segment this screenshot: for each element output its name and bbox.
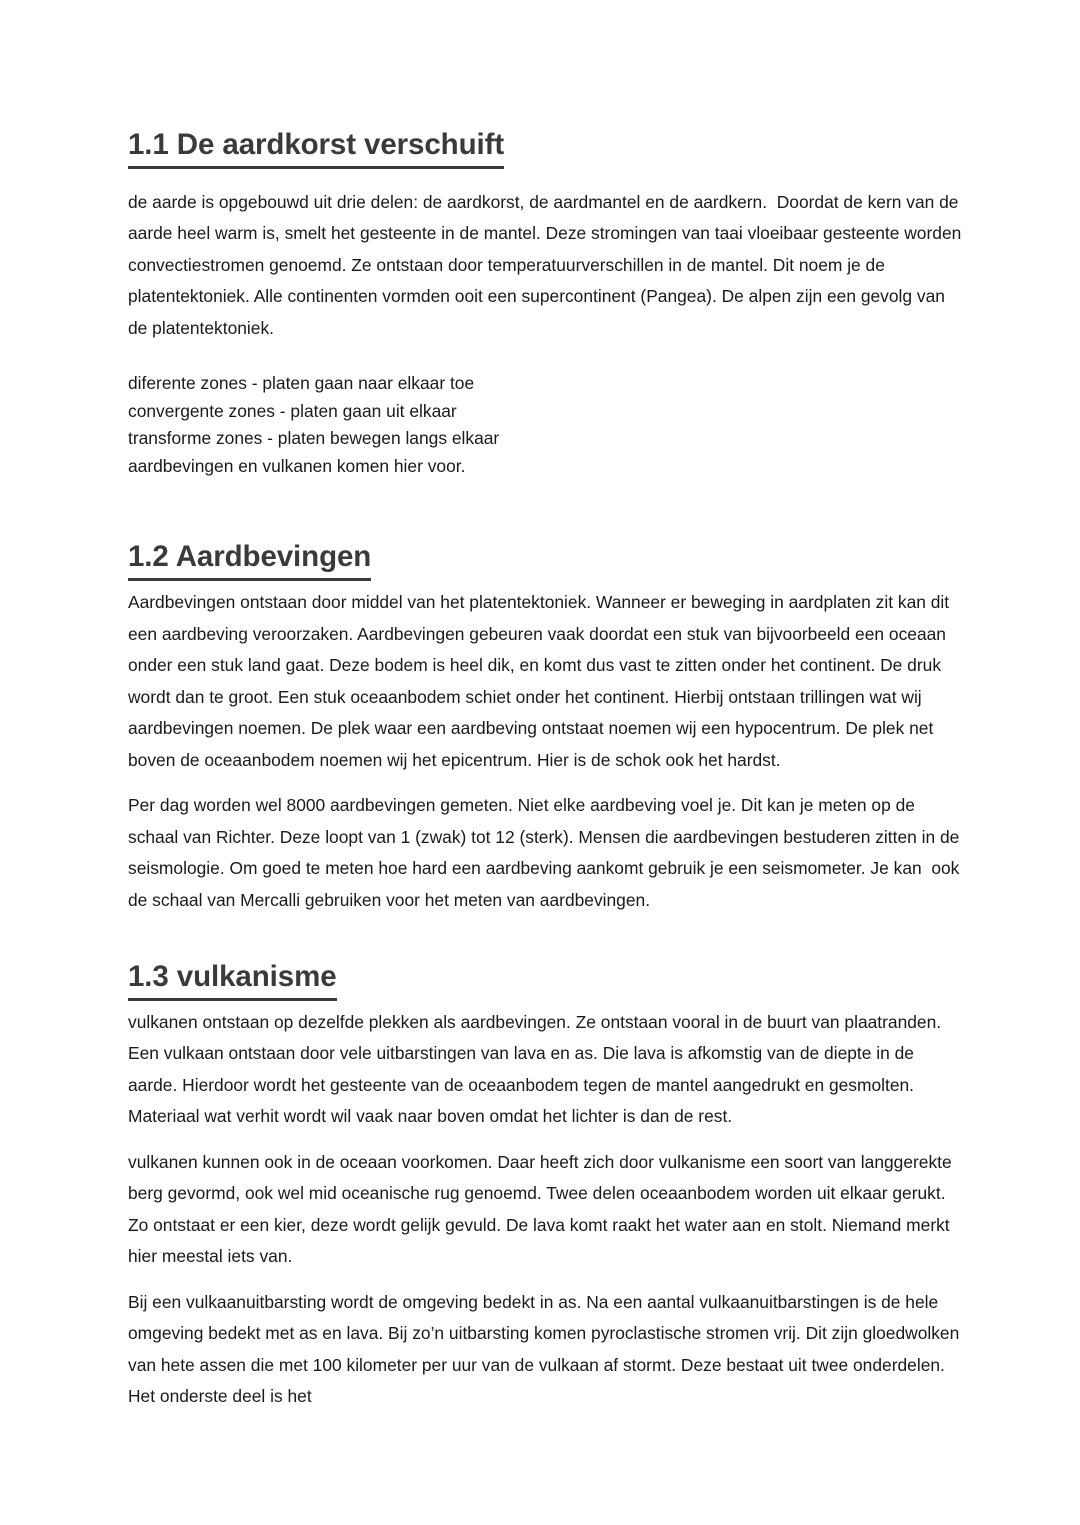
spacer — [128, 480, 962, 540]
list-item: diferente zones - platen gaan naar elkaar toe — [128, 373, 475, 394]
list-item: convergente zones - platen gaan uit elkaar — [128, 400, 457, 421]
spacer — [128, 1273, 962, 1287]
spacer — [128, 344, 962, 370]
spacer — [128, 916, 962, 960]
list-item: aardbevingen en vulkanen komen hier voor. — [128, 455, 466, 476]
section-1-3-paragraph-2: vulkanen kunnen ook in de oceaan voorkomen. Daar heeft zich door vulkanisme een soort van langgerekte berg gevormd, ook wel mid oceanische rug genoemd. Twee delen oceaanbodem worden uit elkaar gerukt. Zo ontstaat er een kier, deze wordt gelijk gevuld. De lava komt raakt het water aan en stolt. Niemand merkt hier meestal iets van. — [128, 1151, 957, 1267]
section-heading-wrap-3 — [128, 960, 962, 1001]
section-heading-wrap-1 — [128, 128, 962, 169]
spacer — [128, 169, 962, 187]
section-heading-1-3: 1.3 vulkanisme — [128, 960, 337, 1001]
section-1-1-list — [128, 370, 962, 480]
section-1-2-paragraph-1: Aardbevingen ontstaan door middel van het platentektoniek. Wanneer er beweging in aardplaten zit kan dit een aardbeving veroorzaken. Aardbevingen gebeuren vaak doordat een stuk van bijvoorbeeld een oceaan onder een stuk land gaat. Deze bodem is heel dik, en komt dus vast te zitten onder het continent. De druk wordt dan te groot. Een stuk oceaanbodem schiet onder het continent. Hierbij ontstaan trillingen wat wij aardbevingen noemen. De plek waar een aardbeving ontstaat noemen wij een hypocentrum. De plek net boven de oceaanbodem noemen wij het epicentrum. Hier is de schok ook het hardst. — [128, 592, 954, 770]
section-heading-1-1: 1.1 De aardkorst verschuift — [128, 128, 504, 169]
spacer — [128, 776, 962, 790]
spacer — [128, 1133, 962, 1147]
section-heading-1-2: 1.2 Aardbevingen — [128, 540, 371, 581]
list-item: transforme zones - platen bewegen langs elkaar — [128, 428, 500, 449]
section-heading-wrap-2 — [128, 540, 962, 581]
section-1-3-paragraph-3: Bij een vulkaanuitbarsting wordt de omgeving bedekt in as. Na een aantal vulkaanuitbarstingen is de hele omgeving bedekt met as en lava. Bij zo’n uitbarsting komen pyroclastische stromen vrij. Dit zijn gloedwolken van hete assen die met 100 kilometer per uur van de vulkaan af stormt. Deze bestaat uit twee onderdelen. Het onderste deel is het — [128, 1291, 965, 1407]
section-1-3-paragraph-1: vulkanen ontstaan op dezelfde plekken als aardbevingen. Ze ontstaan vooral in de buurt van plaatranden. Een vulkaan ontstaan door vele uitbarstingen van lava en as. Die lava is afkomstig van de diepte in de aarde. Hierdoor wordt het gesteente van de oceaanbodem tegen de mantel aangedrukt en gesmolten. Materiaal wat verhit wordt wil vaak naar boven omdat het lichter is dan de rest. — [128, 1011, 946, 1127]
section-1-1-paragraph-1: de aarde is opgebouwd uit drie delen: de aardkorst, de aardmantel en de aardkern. Doordat de kern van de aarde heel warm is, smelt het gesteente in de mantel. Deze stromingen van taai vloeibaar gesteente worden convectiestromen genoemd. Ze ontstaan door temperatuurverschillen in de mantel. Dit noem je de platentektoniek. Alle continenten vormden ooit een supercontinent (Pangea). De alpen zijn een gevolg van de platentektoniek. — [128, 191, 967, 338]
section-1-2-paragraph-2: Per dag worden wel 8000 aardbevingen gemeten. Niet elke aardbeving voel je. Dit kan je meten op de schaal van Richter. Deze loopt van 1 (zwak) tot 12 (sterk). Mensen die aardbevingen bestuderen zitten in de seismologie. Om goed te meten hoe hard een aardbeving aankomt gebruik je een seismometer. Je kan ook de schaal van Mercalli gebruiken voor het meten van aardbevingen. — [128, 795, 965, 910]
